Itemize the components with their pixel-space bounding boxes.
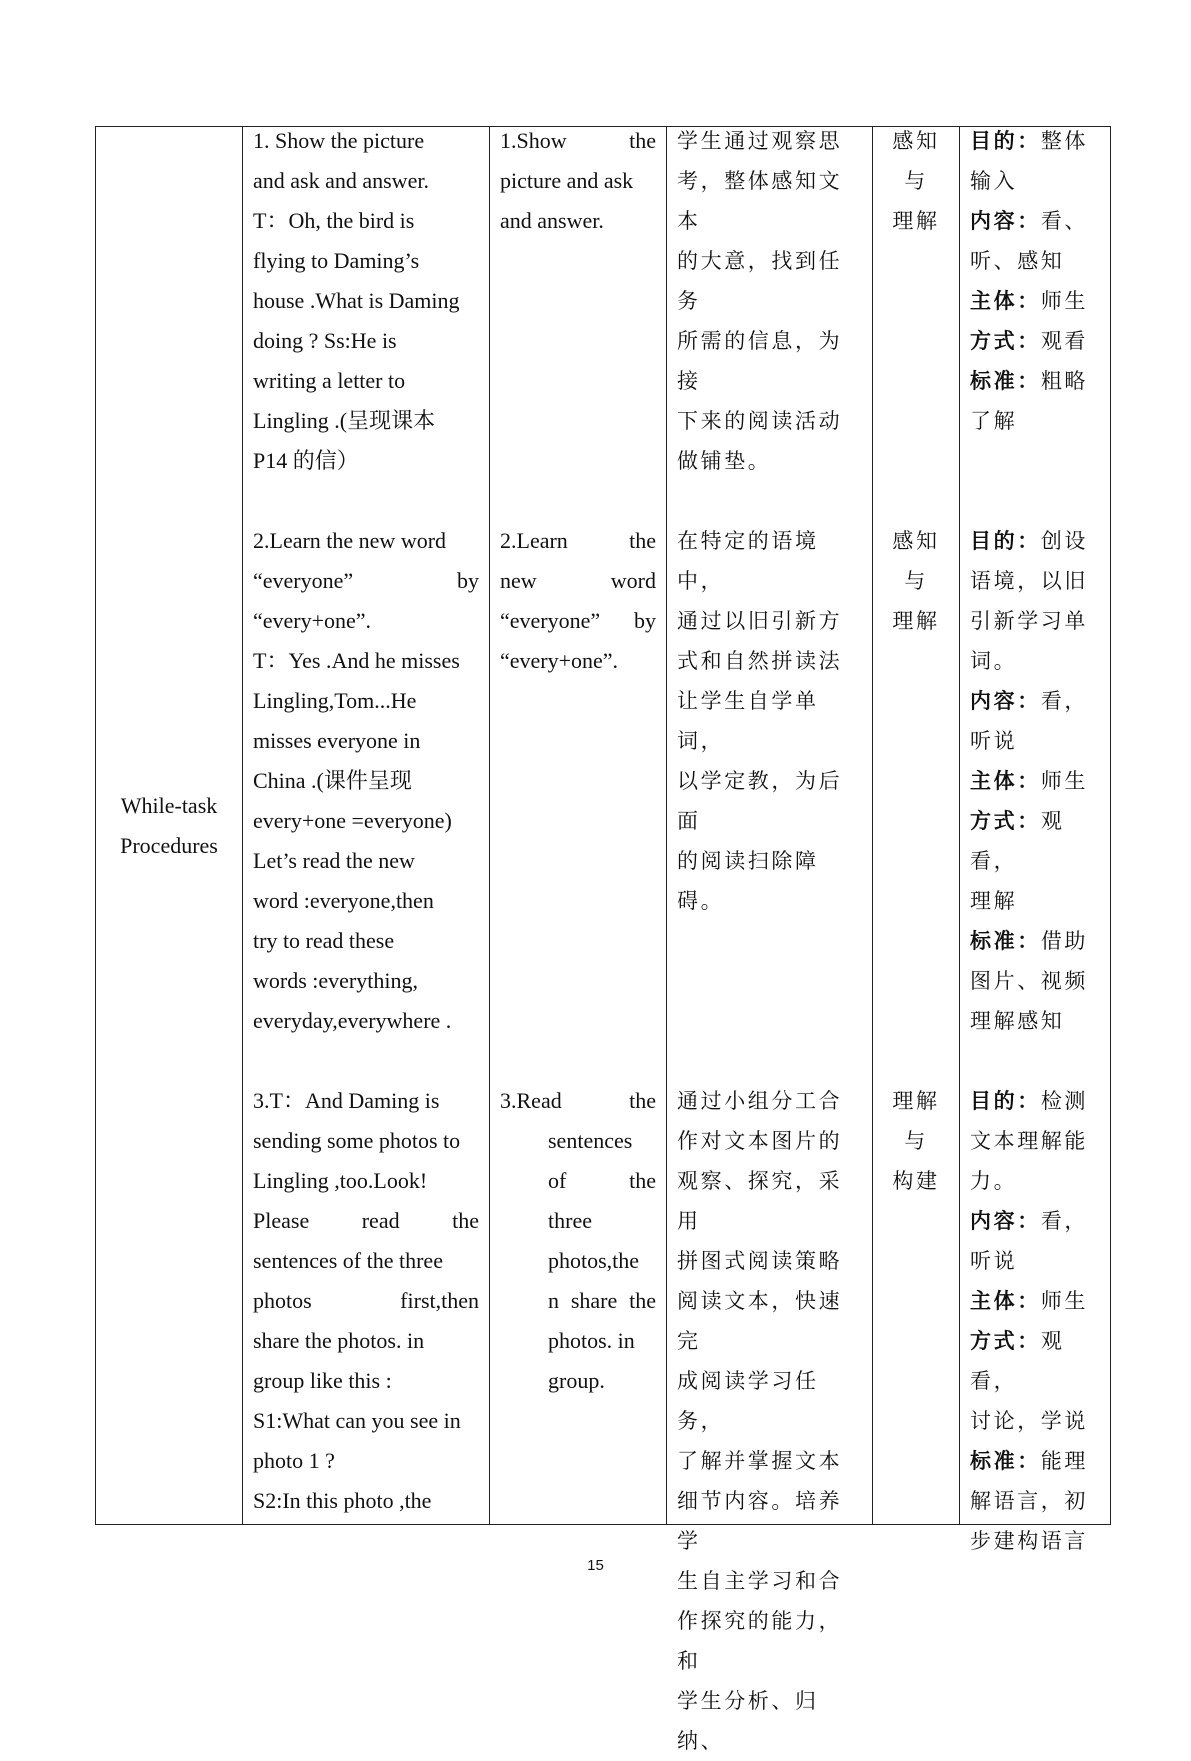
student-activity-line: n share the — [548, 1288, 656, 1313]
assessment-value: 理解 — [970, 889, 1018, 913]
teacher-activity-line: flying to Daming’s — [253, 248, 420, 273]
assessment-key: 目的： — [970, 128, 1041, 153]
assessment-key: 内容： — [970, 208, 1041, 233]
teacher-activity-line: house .What is Daming — [253, 288, 460, 313]
assessment-value: 看、 — [1040, 209, 1089, 233]
assessment-value: 检测 — [1040, 1089, 1089, 1113]
teacher-activity-line: Let’s read the new — [253, 848, 415, 873]
teacher-activity-line: try to read these — [253, 928, 395, 953]
design-intent-line: 作探究的能力，和 — [677, 1609, 843, 1673]
student-activity-line: photos. in — [548, 1328, 635, 1353]
design-intent-line: 通过小组分工合 — [677, 1089, 843, 1113]
assessment-value: 听说 — [970, 729, 1018, 753]
design-intent-line: 阅读文本，快速完 — [677, 1289, 843, 1353]
teacher-activity-line: “everyone” by — [253, 568, 479, 593]
assessment-line — [970, 1201, 1100, 1241]
teacher-activity-line: share the photos. in — [253, 1328, 425, 1353]
teacher-activity-line: group like this : — [253, 1368, 392, 1393]
assessment-value: 步建构语言 — [970, 1529, 1088, 1553]
teacher-activity-line: 3.T：And Daming is — [253, 1088, 440, 1113]
assessment-value: 力。 — [970, 1169, 1018, 1193]
assessment-value: 观看， — [970, 1329, 1065, 1393]
assessment-value: 师生 — [1040, 769, 1089, 793]
teacher-activity-line: every+one =everyone) — [253, 808, 452, 833]
assessment-value: 整体 — [1040, 129, 1089, 153]
design-intent-line: 细节内容。培养学 — [677, 1489, 843, 1553]
design-intent-line: 通过以旧引新方 — [677, 609, 843, 633]
assessment-step-1 — [970, 121, 1100, 521]
assessment-line — [970, 1161, 1100, 1201]
design-intent-line: 成阅读学习任务， — [677, 1369, 819, 1433]
student-activity-column — [490, 121, 666, 1524]
assessment-line — [970, 201, 1100, 241]
teacher-activity-line: everyday,everywhere . — [253, 1008, 452, 1033]
teacher-activity-line: words :everything, — [253, 968, 418, 993]
assessment-value: 文本理解能 — [970, 1129, 1088, 1153]
design-intent-line: 式和自然拼读法 — [677, 649, 843, 673]
teacher-activity-line: S1:What can you see in — [253, 1408, 461, 1433]
assessment-key: 主体： — [970, 288, 1041, 313]
student-activity-line: sentences — [548, 1128, 633, 1153]
assessment-line — [970, 761, 1100, 801]
student-activity-line: group. — [548, 1368, 605, 1393]
student-activity-line: of the — [548, 1168, 656, 1193]
assessment-step-3 — [970, 1081, 1100, 1553]
assessment-line — [970, 281, 1100, 321]
stage-label-line1: While-task — [120, 792, 218, 818]
assessment-line — [970, 121, 1100, 161]
student-activity-line: 2.Learn the — [500, 528, 656, 553]
teacher-activity-line: and ask and answer. — [253, 168, 429, 193]
learning-level-line: 理解 — [892, 1089, 940, 1113]
assessment-line — [970, 1401, 1100, 1441]
design-intent-line: 拼图式阅读策略 — [677, 1249, 843, 1273]
learning-level-line: 与 — [904, 169, 928, 193]
design-intent-column — [667, 121, 872, 1753]
student-activity-line: photos,the — [548, 1248, 640, 1273]
teacher-activity-cell — [243, 127, 490, 1525]
assessment-line — [970, 361, 1100, 401]
assessment-line — [970, 1121, 1100, 1161]
assessment-cell — [960, 127, 1111, 1553]
teacher-activity-line: photo 1 ? — [253, 1448, 335, 1473]
student-activity-line: picture and ask — [500, 168, 634, 193]
assessment-line — [970, 1081, 1100, 1121]
design-intent-line: 下来的阅读活动 — [677, 409, 843, 433]
teacher-activity-line: 1. Show the picture — [253, 128, 425, 153]
assessment-key: 方式： — [970, 1328, 1041, 1353]
design-intent-line: 考，整体感知文本 — [677, 169, 843, 233]
table-row — [96, 127, 1111, 1525]
assessment-line — [970, 641, 1100, 681]
assessment-key: 内容： — [970, 1208, 1041, 1233]
design-intent-line: 了解并掌握文本 — [677, 1449, 843, 1473]
assessment-key: 目的： — [970, 1088, 1041, 1113]
learning-level-step-2 — [883, 521, 949, 1081]
assessment-value: 词。 — [970, 649, 1018, 673]
assessment-key: 主体： — [970, 768, 1041, 793]
teacher-activity-line: Lingling,Tom...He — [253, 688, 417, 713]
student-activity-step-2 — [500, 521, 656, 1081]
student-activity-line: 3.Read the — [500, 1088, 656, 1113]
teacher-activity-line: word :everyone,then — [253, 888, 434, 913]
assessment-value: 理解感知 — [970, 1009, 1065, 1033]
assessment-value: 讨论，学说 — [970, 1409, 1088, 1433]
assessment-line — [970, 1521, 1100, 1561]
student-activity-line: and answer. — [500, 208, 604, 233]
assessment-value: 图片、视频 — [970, 969, 1088, 993]
design-intent-step-3 — [677, 1081, 862, 1753]
assessment-key: 方式： — [970, 808, 1041, 833]
learning-level-line: 构建 — [892, 1169, 940, 1193]
student-activity-line: 1.Show the — [500, 128, 656, 153]
assessment-value: 粗略 — [1040, 369, 1089, 393]
learning-level-step-3 — [883, 1081, 949, 1521]
teacher-activity-line: photos first,then — [253, 1288, 479, 1313]
teacher-activity-step-1 — [253, 121, 479, 521]
assessment-value: 能理 — [1040, 1449, 1089, 1473]
student-activity-step-3 — [500, 1081, 656, 1521]
student-activity-line: three — [548, 1208, 592, 1233]
assessment-line — [970, 961, 1100, 1001]
design-intent-line: 学生通过观察思 — [677, 129, 843, 153]
learning-level-line: 与 — [904, 1129, 928, 1153]
design-intent-line: 作对文本图片的 — [677, 1129, 843, 1153]
teacher-activity-line: doing ? Ss:He is — [253, 328, 397, 353]
design-intent-line: 在特定的语境中， — [677, 529, 819, 593]
teacher-activity-line: T：Yes .And he misses — [253, 648, 460, 673]
design-intent-line: 做铺垫。 — [677, 449, 772, 473]
assessment-line — [970, 721, 1100, 761]
assessment-column — [960, 121, 1110, 1553]
assessment-line — [970, 521, 1100, 561]
teacher-activity-line: 2.Learn the new word — [253, 528, 447, 553]
assessment-value: 听说 — [970, 1249, 1018, 1273]
teacher-activity-line: “every+one”. — [253, 608, 372, 633]
design-intent-step-1 — [677, 121, 862, 521]
assessment-line — [970, 801, 1100, 881]
design-intent-line: 以学定教，为后面 — [677, 769, 843, 833]
design-intent-line: 的大意，找到任务 — [677, 249, 843, 313]
teacher-activity-line: P14 的信） — [253, 448, 359, 473]
design-intent-step-2 — [677, 521, 862, 1081]
assessment-line — [970, 401, 1100, 441]
student-activity-line: “every+one”. — [500, 648, 619, 673]
assessment-line — [970, 321, 1100, 361]
assessment-value: 师生 — [1040, 1289, 1089, 1313]
teacher-activity-line: Please read the — [253, 1208, 479, 1233]
assessment-line — [970, 1441, 1100, 1481]
teacher-activity-column — [243, 121, 489, 1524]
learning-level-line: 理解 — [892, 609, 940, 633]
student-activity-step-1 — [500, 121, 656, 521]
assessment-line — [970, 921, 1100, 961]
assessment-value: 语境，以旧 — [970, 569, 1088, 593]
assessment-value: 看， — [1040, 689, 1089, 713]
assessment-value: 引新学习单 — [970, 609, 1088, 633]
assessment-line — [970, 681, 1100, 721]
teacher-activity-line: China .(课件呈现 — [253, 768, 412, 793]
stage-label-line2: Procedures — [120, 832, 218, 858]
teacher-activity-line: Lingling .(呈现课本 — [253, 408, 436, 433]
assessment-line — [970, 1001, 1100, 1041]
learning-level-line: 感知 — [892, 129, 940, 153]
design-intent-line: 所需的信息，为接 — [677, 329, 843, 393]
assessment-key: 目的： — [970, 528, 1041, 553]
assessment-value: 听、感知 — [970, 249, 1065, 273]
assessment-key: 内容： — [970, 688, 1041, 713]
assessment-value: 借助 — [1040, 929, 1089, 953]
page-number: 15 — [587, 1557, 604, 1574]
teacher-activity-line: writing a letter to — [253, 368, 406, 393]
assessment-step-2 — [970, 521, 1100, 1081]
teacher-activity-line: S2:In this photo ,the — [253, 1488, 432, 1513]
learning-level-line: 与 — [904, 569, 928, 593]
assessment-line — [970, 1481, 1100, 1521]
assessment-value: 看， — [1040, 1209, 1089, 1233]
learning-level-cell — [873, 127, 960, 1525]
assessment-value: 观看， — [970, 809, 1065, 873]
assessment-line — [970, 241, 1100, 281]
assessment-key: 标准： — [970, 1448, 1041, 1473]
assessment-line — [970, 561, 1100, 601]
assessment-value: 了解 — [970, 409, 1018, 433]
assessment-key: 主体： — [970, 1288, 1041, 1313]
stage-cell — [96, 127, 243, 1525]
design-intent-line: 让学生自学单词， — [677, 689, 819, 753]
design-intent-cell — [667, 127, 873, 1753]
assessment-line — [970, 1321, 1100, 1401]
design-intent-line: 生自主学习和合 — [677, 1569, 843, 1593]
student-activity-cell — [490, 127, 667, 1525]
teacher-activity-line: sending some photos to — [253, 1128, 461, 1153]
design-intent-line: 学生分析、归纳、 — [677, 1689, 819, 1753]
assessment-line — [970, 881, 1100, 921]
learning-level-line: 感知 — [892, 529, 940, 553]
learning-level-step-1 — [883, 121, 949, 521]
assessment-line — [970, 1281, 1100, 1321]
teacher-activity-line: misses everyone in — [253, 728, 421, 753]
assessment-line — [970, 161, 1100, 201]
design-intent-line: 的阅读扫除障碍。 — [677, 849, 819, 913]
teacher-activity-step-3 — [253, 1081, 479, 1521]
assessment-key: 标准： — [970, 928, 1041, 953]
teacher-activity-step-2 — [253, 521, 479, 1081]
student-activity-line: “everyone” by — [500, 608, 656, 633]
assessment-value: 解语言，初 — [970, 1489, 1088, 1513]
assessment-value: 师生 — [1040, 289, 1089, 313]
teacher-activity-line: sentences of the three — [253, 1248, 443, 1273]
assessment-value: 观看 — [1040, 329, 1089, 353]
learning-level-column — [873, 121, 959, 1524]
assessment-line — [970, 1241, 1100, 1281]
student-activity-line: new word — [500, 568, 656, 593]
learning-level-line: 理解 — [892, 209, 940, 233]
teacher-activity-line: T：Oh, the bird is — [253, 208, 415, 233]
design-intent-line: 观察、探究，采用 — [677, 1169, 843, 1233]
assessment-key: 方式： — [970, 328, 1041, 353]
assessment-key: 标准： — [970, 368, 1041, 393]
assessment-value: 输入 — [970, 169, 1018, 193]
teacher-activity-line: Lingling ,too.Look! — [253, 1168, 428, 1193]
assessment-value: 创设 — [1040, 529, 1089, 553]
assessment-line — [970, 601, 1100, 641]
